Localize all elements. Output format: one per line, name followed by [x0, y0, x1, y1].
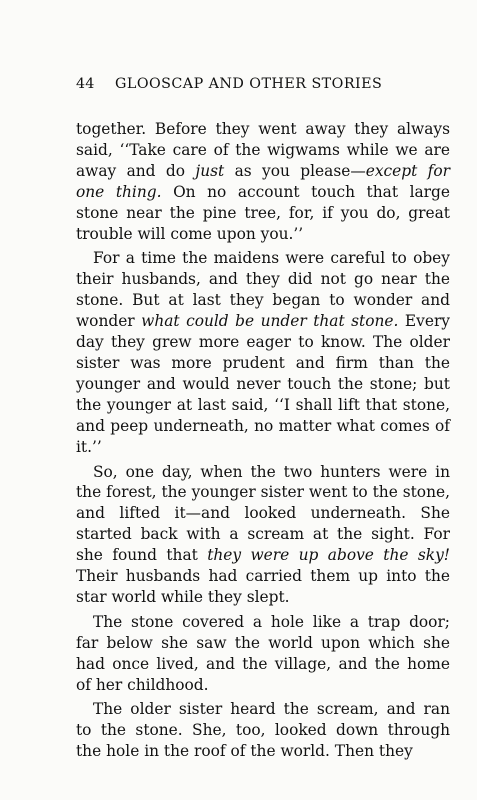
text-line — [76, 741, 450, 762]
text-line — [76, 720, 450, 741]
paragraph — [76, 699, 450, 762]
italic-text-run: what could be under that stone. — [141, 312, 399, 331]
text-run: On no account touch that large — [161, 182, 450, 201]
text-run: younger and would never touch the stone; but — [76, 374, 450, 393]
text-line — [76, 524, 450, 545]
text-line — [76, 462, 450, 483]
text-run: away and do — [76, 161, 196, 180]
text-run: the forest, the younger sister went to the stone, — [76, 483, 450, 502]
text-run: it.’’ — [76, 437, 102, 456]
book-page — [76, 76, 450, 766]
paragraph — [76, 248, 450, 457]
text-run: the hole in the roof of the world. Then they — [76, 742, 413, 761]
text-line — [76, 269, 450, 290]
italic-text-run: except for — [365, 161, 450, 180]
text-run: of her childhood. — [76, 675, 209, 694]
text-line — [76, 654, 450, 675]
text-run: Every — [398, 312, 450, 331]
italic-text-run: one thing. — [76, 182, 162, 201]
text-line — [76, 161, 450, 182]
text-run: far below she saw the world upon which she — [76, 633, 450, 652]
text-line — [76, 699, 450, 720]
text-line — [76, 311, 450, 332]
text-run: The stone covered a hole like a trap door; — [93, 612, 450, 631]
text-line — [76, 248, 450, 269]
text-line — [76, 353, 450, 374]
page-number: 44 — [76, 76, 95, 92]
text-line — [76, 503, 450, 524]
text-run: the younger at last said, ‘‘I shall lift that stone, — [76, 395, 450, 414]
text-run: stone near the pine tree, for, if you do, great — [76, 203, 450, 222]
text-run: to the stone. She, too, looked down through — [76, 721, 450, 740]
italic-text-run: they were up above the sky! — [207, 546, 450, 565]
text-line — [76, 416, 450, 437]
text-run: together. Before they went away they always — [76, 120, 450, 138]
text-line — [76, 482, 450, 503]
text-run: So, one day, when the two hunters were in — [93, 462, 450, 481]
text-run: said, ‘‘Take care of the wigwams while we are — [76, 140, 450, 159]
text-run: Their husbands had carried them up into the — [76, 567, 450, 586]
text-run: their husbands, and they did not go near the — [76, 270, 450, 289]
paragraph — [76, 462, 450, 608]
text-line — [76, 566, 450, 587]
text-line — [76, 545, 450, 566]
text-line — [76, 224, 450, 245]
text-run: started back with a scream at the sight. For — [76, 525, 450, 544]
book-title: GLOOSCAP AND OTHER STORIES — [115, 76, 383, 92]
text-line — [76, 612, 450, 633]
text-run: she found that — [76, 546, 208, 565]
body-text — [76, 119, 450, 762]
text-run: stone. But at last they began to wonder and — [76, 291, 450, 310]
text-run: had once lived, and the village, and the home — [76, 654, 450, 673]
text-line — [76, 182, 450, 203]
paragraph — [76, 612, 450, 696]
text-line — [76, 633, 450, 654]
text-line — [76, 290, 450, 311]
text-line — [76, 587, 450, 608]
text-line — [76, 374, 450, 395]
text-line — [76, 203, 450, 224]
running-head — [76, 76, 450, 100]
text-run: day they grew more eager to know. The older — [76, 333, 450, 352]
text-run: wonder — [76, 312, 142, 331]
text-run: sister was more prudent and firm than the — [76, 353, 450, 372]
text-line — [76, 675, 450, 696]
text-run: and peep underneath, no matter what comes of — [76, 416, 450, 435]
text-line — [76, 332, 450, 353]
text-line — [76, 395, 450, 416]
text-line — [76, 140, 450, 161]
text-line — [76, 437, 450, 458]
text-run: trouble will come upon you.’’ — [76, 224, 304, 243]
text-line — [76, 119, 450, 140]
text-run: The older sister heard the scream, and ran — [93, 700, 450, 719]
italic-text-run: just — [195, 161, 225, 180]
text-run: star world while they slept. — [76, 587, 290, 606]
paragraph — [76, 119, 450, 244]
text-run: and lifted it—and looked underneath. She — [76, 504, 450, 523]
text-run: For a time the maidens were careful to obey — [93, 249, 450, 268]
text-run: as you please— — [224, 161, 366, 180]
